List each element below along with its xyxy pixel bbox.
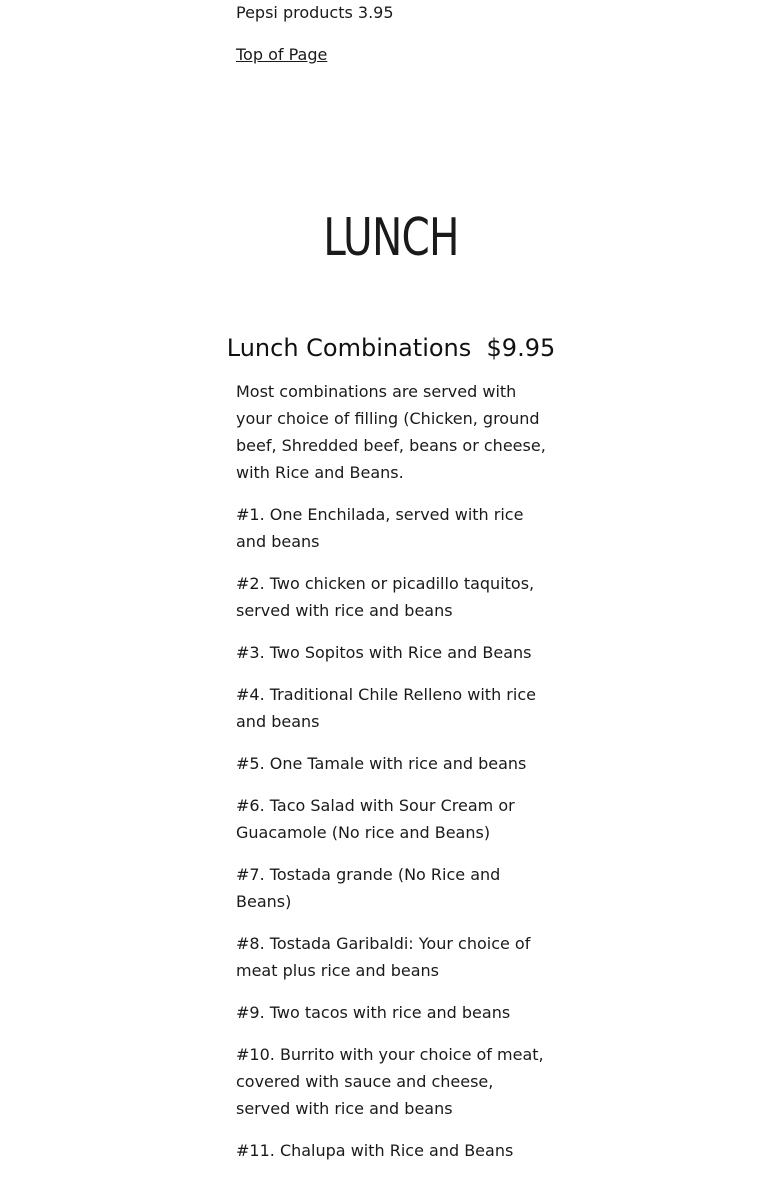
section-title-lunch: LUNCH [323, 208, 459, 268]
lunch-item-10: #10. Burrito with your choice of meat, covered with sauce and cheese, served with rice and beans [236, 1045, 544, 1118]
lunch-item-5: #5. One Tamale with rice and beans [236, 754, 527, 773]
menu-item-pepsi: Pepsi products 3.95 [236, 3, 394, 22]
lunch-item-7: #7. Tostada grande (No Rice and Beans) [236, 865, 501, 911]
lunch-combinations-heading: Lunch Combinations $9.95 [226, 334, 556, 362]
lunch-items-list [236, 378, 548, 1179]
lunch-item-9: #9. Two tacos with rice and beans [236, 1003, 511, 1022]
lunch-item-1: #1. One Enchilada, served with rice and beans [236, 505, 524, 551]
lunch-item-11: #11. Chalupa with Rice and Beans [236, 1141, 514, 1160]
lunch-item-3: #3. Two Sopitos with Rice and Beans [236, 643, 532, 662]
lunch-item-2: #2. Two chicken or picadillo taquitos, served with rice and beans [236, 574, 535, 620]
lunch-item-4: #4. Traditional Chile Relleno with rice and beans [236, 685, 536, 731]
lunch-intro: Most combinations are served with your choice of filling (Chicken, ground beef, Shredded beef, beans or cheese, with Rice and Beans. [236, 382, 546, 482]
top-of-page-link[interactable]: Top of Page [236, 45, 328, 64]
lunch-item-8: #8. Tostada Garibaldi: Your choice of meat plus rice and beans [236, 934, 531, 980]
lunch-item-6: #6. Taco Salad with Sour Cream or Guacamole (No rice and Beans) [236, 796, 515, 842]
